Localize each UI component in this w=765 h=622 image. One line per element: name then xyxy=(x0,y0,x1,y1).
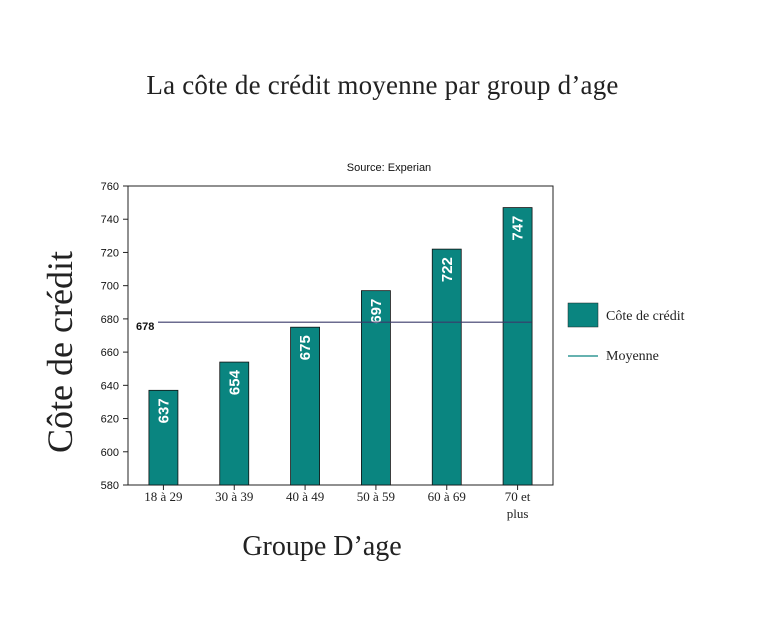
y-tick-label: 640 xyxy=(100,380,119,393)
x-tick-label: 70 et xyxy=(504,489,531,504)
y-tick-label: 760 xyxy=(100,181,119,193)
y-tick-label: 580 xyxy=(100,480,119,492)
page-title: La côte de crédit moyenne par group d’age xyxy=(146,70,619,100)
bar-value-label: 675 xyxy=(297,335,315,361)
bar xyxy=(432,249,461,485)
chart-subtitle: Source: Experian xyxy=(346,162,432,174)
bar-value-label: 747 xyxy=(509,215,527,241)
bar-value-label: 637 xyxy=(155,398,173,424)
y-tick-label: 740 xyxy=(100,214,119,227)
plot-area xyxy=(101,181,553,521)
y-tick-label: 700 xyxy=(100,280,119,293)
x-tick-label: 40 à 49 xyxy=(285,489,325,504)
bar-value-label: 697 xyxy=(367,298,385,324)
x-axis-label: Groupe D’age xyxy=(242,531,402,562)
legend-label-bars: Côte de crédit xyxy=(606,309,685,324)
legend-swatch-bars xyxy=(568,303,598,327)
average-value-label: 678 xyxy=(136,321,155,334)
x-tick-label: 30 à 39 xyxy=(215,489,254,504)
x-tick-label: 60 à 69 xyxy=(427,489,466,504)
y-tick-label: 720 xyxy=(100,247,119,260)
legend xyxy=(568,303,685,364)
y-tick-label: 620 xyxy=(100,413,119,426)
bar xyxy=(503,208,532,485)
bar-value-label: 722 xyxy=(438,257,456,283)
plot-frame xyxy=(128,186,553,485)
x-tick-label: plus xyxy=(506,506,529,521)
y-tick-label: 680 xyxy=(100,313,119,326)
x-tick-label: 18 à 29 xyxy=(144,489,183,504)
bar-value-label: 654 xyxy=(226,370,244,396)
x-tick-label: 50 à 59 xyxy=(356,489,396,504)
y-tick-label: 600 xyxy=(100,446,119,459)
y-axis-label: Côte de crédit xyxy=(40,251,80,453)
legend-label-average: Moyenne xyxy=(606,349,659,364)
y-tick-label: 660 xyxy=(100,347,119,360)
